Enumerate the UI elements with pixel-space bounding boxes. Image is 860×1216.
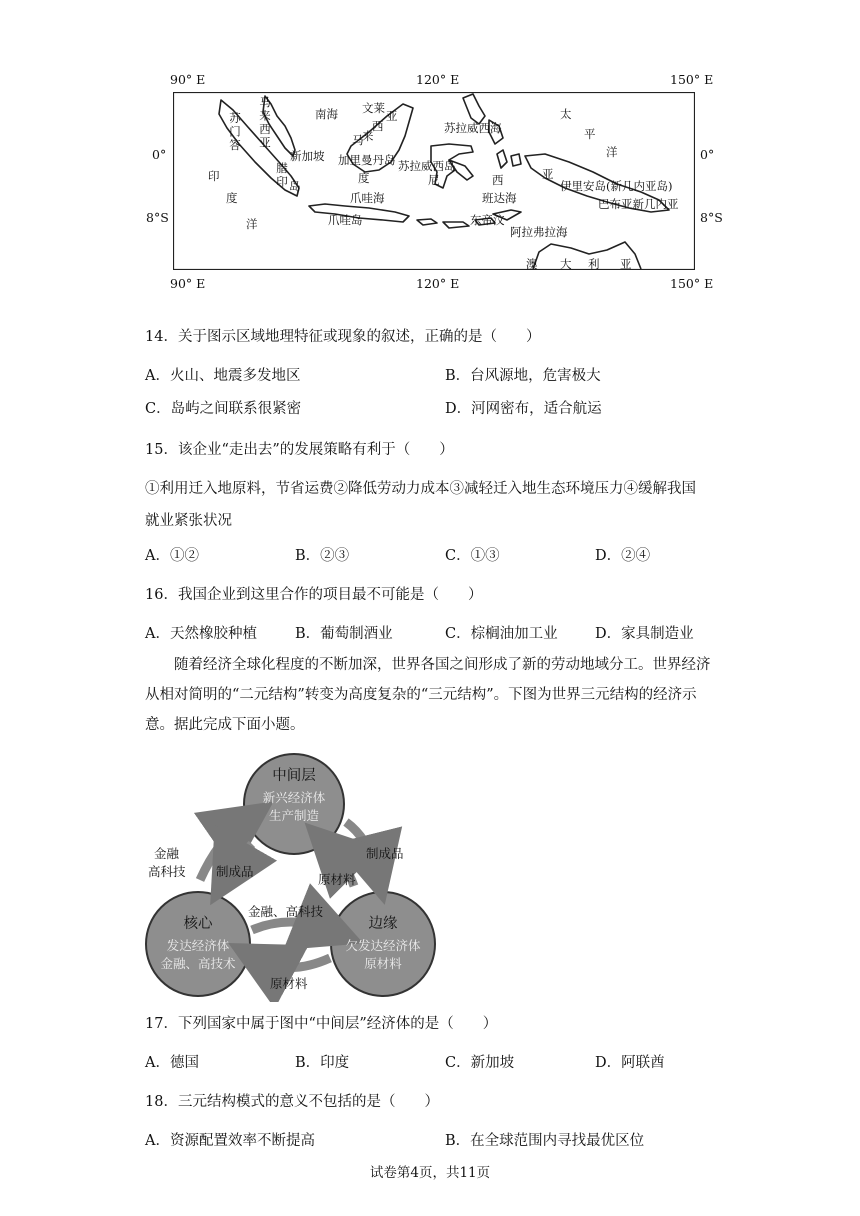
q16-option-d[interactable]: D．家具制造业 — [595, 626, 694, 642]
map-label-brunei: 文莱 — [362, 101, 385, 115]
diagram-core-line2: 金融、高技术 — [160, 956, 236, 971]
q18-stem: 18．三元结构模式的意义不包括的是（ ） — [145, 1094, 439, 1110]
map-label-malay-ya: 亚 — [386, 109, 398, 123]
q18-option-a[interactable]: A．资源配置效率不断提高 — [145, 1133, 315, 1149]
q14-option-a[interactable]: A．火山、地震多发地区 — [145, 368, 301, 384]
three-tier-diagram — [140, 752, 440, 1002]
map-label-java: 爪哇岛 — [328, 213, 363, 227]
map-label-indian-du: 度 — [226, 191, 238, 205]
q15-option-d[interactable]: D．②④ — [595, 548, 651, 564]
q15-option-b[interactable]: B．②③ — [295, 548, 350, 564]
map-label-indian-yin: 印 — [208, 169, 220, 183]
q16-option-b[interactable]: B．葡萄制酒业 — [295, 626, 393, 642]
axis-top-150: 150° E — [670, 72, 714, 87]
q16-option-a[interactable]: A．天然橡胶种植 — [145, 626, 257, 642]
q14-option-d[interactable]: D．河网密布，适合航运 — [445, 401, 602, 417]
q14-option-b[interactable]: B．台风源地，危害极大 — [445, 368, 601, 384]
diagram-mid-bottom: 原材料 — [270, 976, 308, 991]
lat-right-8s: 8°S — [700, 210, 723, 225]
lat-left-8s: 8°S — [146, 210, 169, 225]
diagram-mid-top: 金融、高科技 — [248, 904, 324, 919]
map-label-malay-lai: 来 — [362, 129, 374, 143]
q17-option-b[interactable]: B．印度 — [295, 1055, 350, 1071]
q18-option-b[interactable]: B．在全球范围内寻找最优区位 — [445, 1133, 645, 1149]
q16-option-c[interactable]: C．棕榈油加工业 — [445, 626, 558, 642]
map-label-singapore: 新加坡 — [290, 149, 325, 163]
q15-option-c[interactable]: C．①③ — [445, 548, 500, 564]
q17-stem: 17．下列国家中属于图中“中间层”经济体的是（ ） — [145, 1016, 498, 1032]
axis-bottom-120: 120° E — [416, 276, 460, 291]
map-label-irian: 伊里安岛(新几内亚岛) — [560, 179, 673, 193]
map-label-australia-1: 澳 — [526, 257, 538, 271]
map-label-pacific-yang: 洋 — [606, 145, 618, 159]
diagram-edge-title: 边缘 — [368, 916, 398, 932]
map-label-pacific-ping: 平 — [584, 127, 596, 141]
map-label-malaysia-peninsula: 马来西亚 — [258, 96, 272, 150]
map-label-sumatra: 腊印 — [275, 162, 289, 189]
map-label-pacific-tai: 太 — [560, 107, 572, 121]
map-label-australia-4: 亚 — [620, 257, 632, 271]
q17-option-d[interactable]: D．阿联酋 — [595, 1055, 665, 1071]
diagram-middle-line2: 生产制造 — [268, 808, 319, 823]
q15-choices-line1: ①利用迁入地原料，节省运费②降低劳动力成本③减轻迁入地生态环境压力④缓解我国 — [145, 481, 696, 497]
q15-choices-line2: 就业紧张状况 — [145, 513, 232, 529]
axis-top-90: 90° E — [170, 72, 206, 87]
diagram-left-outer-1: 金融 — [154, 846, 180, 861]
diagram-edge-line1: 欠发达经济体 — [345, 938, 421, 953]
axis-bottom-90: 90° E — [170, 276, 206, 291]
q14-option-c[interactable]: C．岛屿之间联系很紧密 — [145, 401, 302, 417]
map-label-australia-2: 大 — [560, 257, 572, 271]
map-label-xi2: 西 — [492, 173, 504, 187]
diagram-core-title: 核心 — [183, 916, 213, 932]
map-label-java-sea: 爪哇海 — [350, 191, 385, 205]
map-figure — [140, 70, 730, 300]
axis-top-120: 120° E — [416, 72, 460, 87]
map-label-arafura: 阿拉弗拉海 — [510, 225, 568, 239]
diagram-left-outer-2: 高科技 — [148, 864, 186, 879]
diagram-right-outer: 制成品 — [366, 846, 404, 861]
map-label-east-timor: 东帝汶 — [470, 213, 505, 227]
map-label-ni: 尼 — [428, 173, 440, 187]
lat-right-0: 0° — [700, 147, 715, 162]
map-label-malay-ma: 马 — [352, 133, 364, 147]
intro-paragraph: 随着经济全球化程度的不断加深，世界各国之间形成了新的劳动地域分工。世界经济从相对简明的“二元结构”转变为高度复杂的“三元结构”。下图为世界三元结构的经济示意。据此完成下面小题。 — [145, 657, 711, 733]
diagram-middle-title: 中间层 — [272, 768, 316, 784]
q14-stem: 14．关于图示区域地理特征或现象的叙述，正确的是（ ） — [145, 329, 541, 345]
map-label-du: 度 — [358, 171, 370, 185]
map-label-malay-xi: 西 — [372, 119, 384, 133]
map-label-kalimantan: 加里曼丹岛 — [338, 153, 396, 167]
page-footer: 试卷第4页，共11页 — [369, 1165, 491, 1181]
q17-option-a[interactable]: A．德国 — [145, 1055, 199, 1071]
q16-stem: 16．我国企业到这里合作的项目最不可能是（ ） — [145, 587, 483, 603]
q17-option-c[interactable]: C．新加坡 — [445, 1055, 515, 1071]
map-label-sulawesi-sea: 苏拉威西海 — [444, 121, 502, 135]
map-label-indian-yang: 洋 — [246, 217, 258, 231]
axis-bottom-150: 150° E — [670, 276, 714, 291]
map-label-png: 巴布亚新几内亚 — [598, 197, 679, 211]
map-label-australia-3: 利 — [588, 257, 600, 271]
q15-stem: 15．该企业“走出去”的发展策略有利于（ ） — [145, 442, 454, 458]
map-label-banda: 班达海 — [482, 191, 517, 205]
diagram-left-inner: 制成品 — [216, 864, 254, 879]
diagram-middle-line1: 新兴经济体 — [262, 790, 326, 805]
diagram-edge-line2: 原材料 — [364, 956, 402, 971]
map-label-sulawesi: 苏拉威西岛 — [398, 159, 456, 173]
lat-left-0: 0° — [152, 147, 167, 162]
q15-option-a[interactable]: A．①② — [145, 548, 199, 564]
map-label-south-sea: 南海 — [315, 107, 338, 121]
map-label-sumatra-island: 岛 — [289, 179, 301, 193]
map-label-ya2: 亚 — [542, 167, 554, 181]
diagram-core-line1: 发达经济体 — [166, 938, 230, 953]
diagram-right-inner: 原材料 — [318, 872, 356, 887]
map-label-sumatra-strait: 苏门答 — [228, 112, 242, 153]
